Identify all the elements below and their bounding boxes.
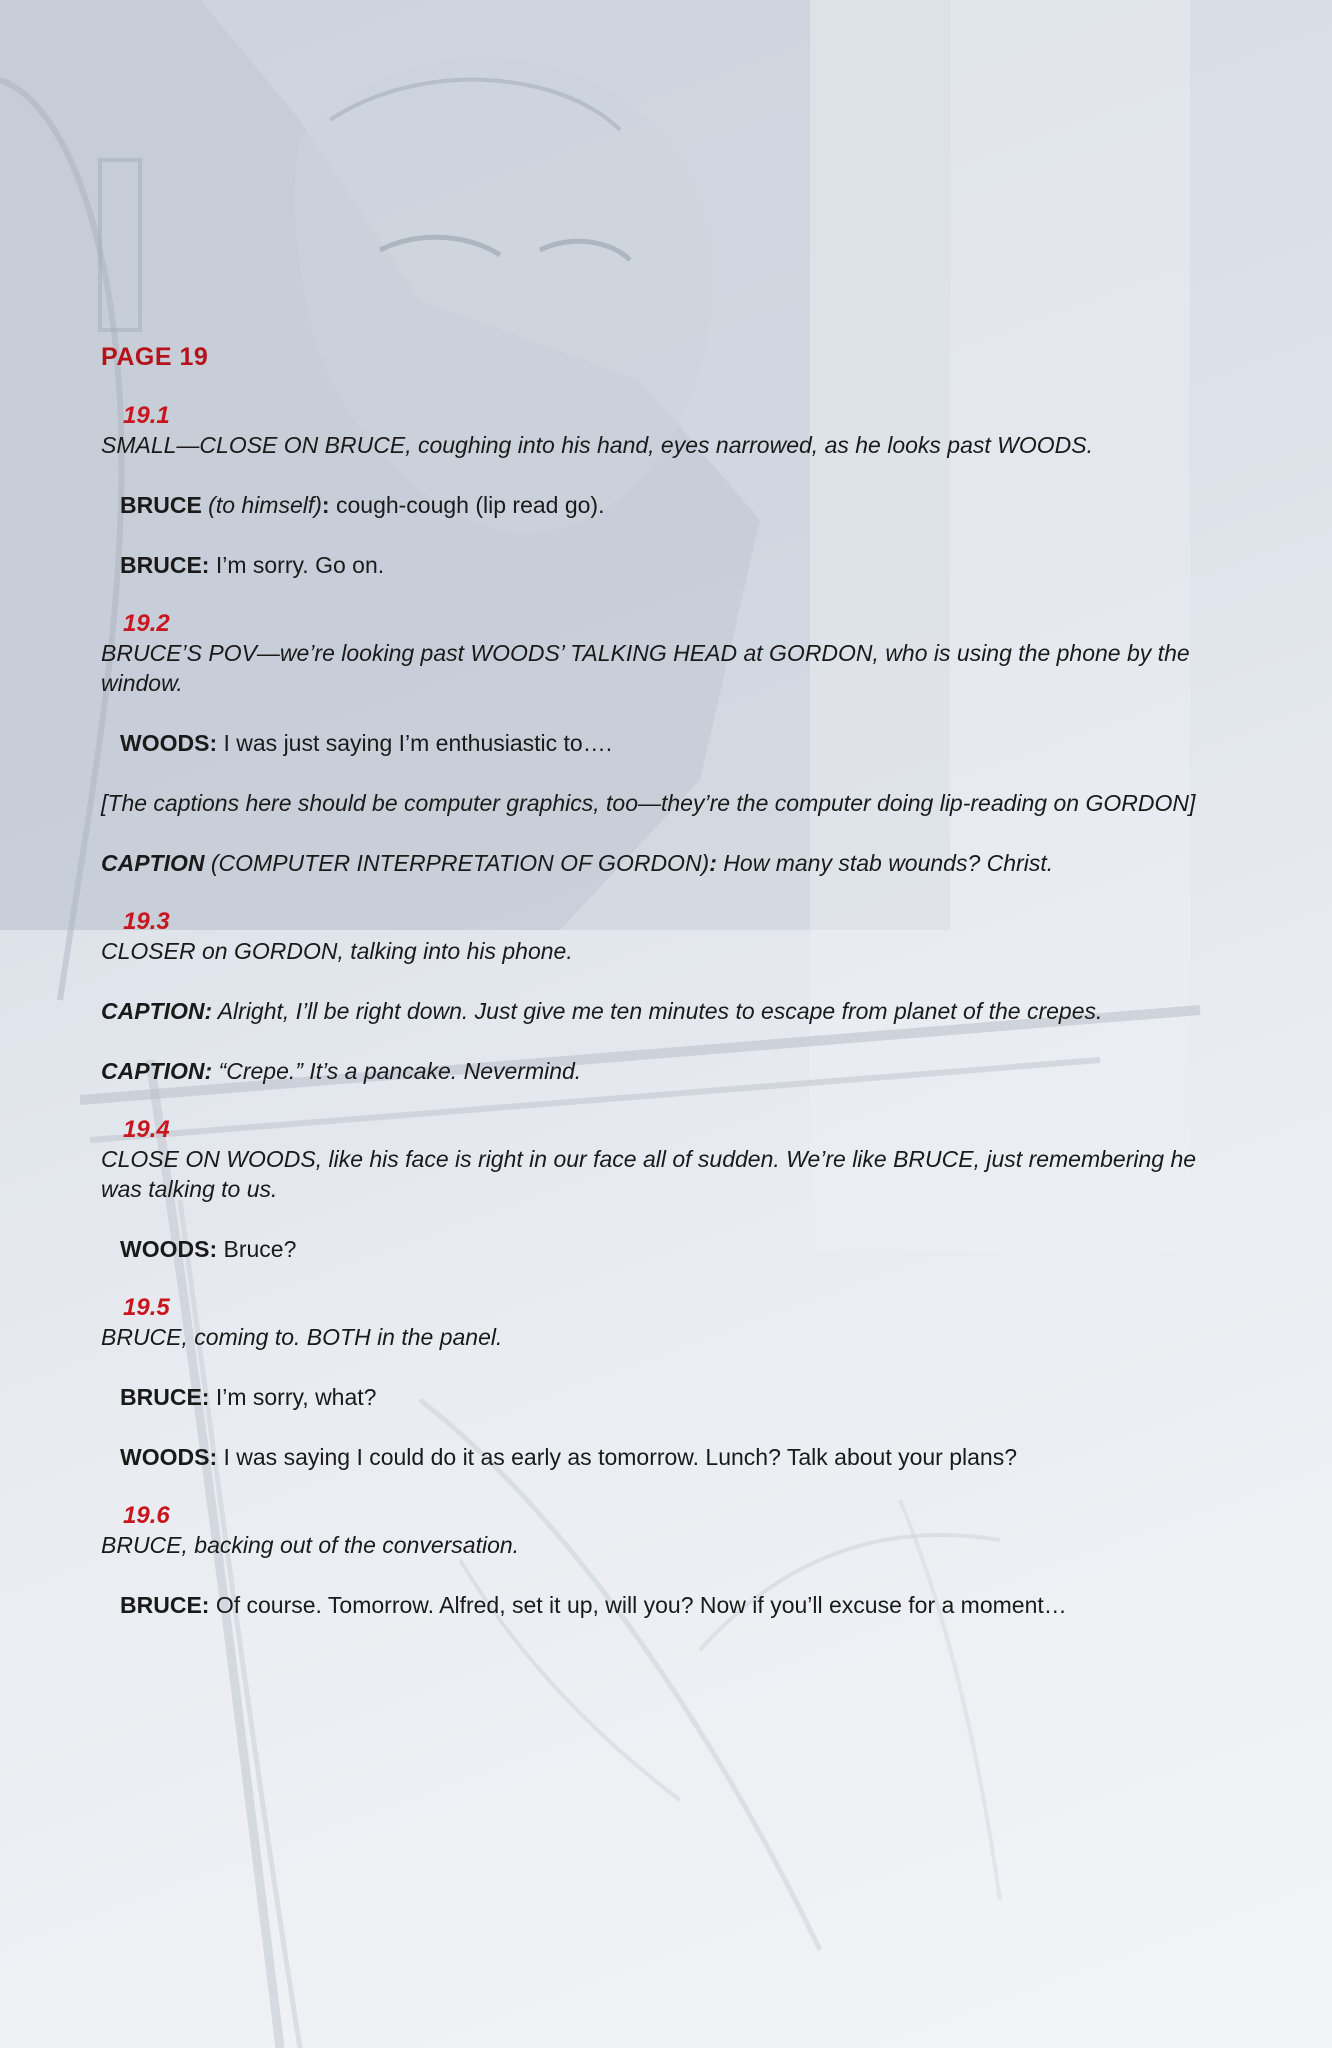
dialogue-text: cough-cough (lip read go). [329,492,605,518]
caption-text: “Crepe.” It’s a pancake. Nevermind. [212,1058,582,1084]
speaker-name: BRUCE: [120,552,210,578]
parenthetical: (to himself) [201,492,322,518]
dialogue-text: I was saying I could do it as early as tomorrow. Lunch? Talk about your plans? [217,1444,1018,1470]
panel-19-2 [101,610,1241,878]
parenthetical: (COMPUTER INTERPRETATION OF GORDON) [204,850,710,876]
dialogue-text: I’m sorry. Go on. [209,552,385,578]
panel-description: CLOSER on GORDON, talking into his phone. [101,938,573,964]
panel-description: BRUCE, coming to. BOTH in the panel. [101,1324,503,1350]
caption-colon: : [204,998,213,1024]
script-page [101,342,1241,1650]
caption-label: CAPTION [101,850,205,876]
panel-19-4 [101,1116,1241,1264]
panel-19-3 [101,908,1241,1086]
speaker-name: WOODS: [120,1444,218,1470]
panel-description: BRUCE, backing out of the conversation. [101,1532,520,1558]
panel-number: 19.2 [123,610,170,637]
panel-19-6 [101,1502,1241,1620]
dialogue-line [101,490,1241,520]
panel-number: 19.1 [123,402,170,429]
panel-number: 19.4 [123,1116,170,1143]
caption-colon: : [204,1058,213,1084]
caption-colon: : [709,850,717,876]
dialogue-text: I’m sorry, what? [209,1384,377,1410]
dialogue-text: Of course. Tomorrow. Alfred, set it up, will you? Now if you’ll excuse for a moment… [209,1592,1067,1618]
speaker-colon: : [321,492,330,518]
speaker-name: WOODS [120,1236,210,1262]
caption-line [101,996,1241,1026]
dialogue-line [101,728,1241,758]
caption-line [101,1056,1241,1086]
dialogue-line [101,1234,1241,1264]
dialogue-text: I was just saying I’m enthusiastic to…. [217,730,613,756]
caption-label: CAPTION [101,1058,205,1084]
panel-19-5 [101,1294,1241,1472]
panel-number: 19.5 [123,1294,170,1321]
panel-number: 19.3 [123,908,170,935]
panel-19-1 [101,402,1241,580]
panel-description: CLOSE ON WOODS, like his face is right in our face all of sudden. We’re like BRUCE, just remembering he was talking to us. [101,1146,1197,1202]
speaker-name: BRUCE: [120,1592,210,1618]
panel-description: BRUCE’S POV—we’re looking past WOODS’ TALKING HEAD at GORDON, who is using the phone by the window. [101,640,1190,696]
dialogue-line [101,1442,1241,1472]
speaker-name: BRUCE: [120,1384,210,1410]
dialogue-line [101,1382,1241,1412]
caption-text: How many stab wounds? Christ. [716,850,1054,876]
speaker-colon: : [209,1236,218,1262]
dialogue-line [101,550,1241,580]
caption-label: CAPTION [101,998,205,1024]
page-title: PAGE 19 [101,343,209,371]
dialogue-line [101,1590,1241,1620]
dialogue-text: Bruce? [217,1236,297,1262]
caption-line [101,848,1241,878]
speaker-name: WOODS: [120,730,218,756]
script-note: [The captions here should be computer graphics, too—they’re the computer doing lip-reading on GORDON] [101,790,1196,816]
speaker-name: BRUCE [120,492,202,518]
panel-number: 19.6 [123,1502,170,1529]
caption-text: Alright, I’ll be right down. Just give me ten minutes to escape from planet of the crepes. [212,998,1103,1024]
panel-description: SMALL—CLOSE ON BRUCE, coughing into his hand, eyes narrowed, as he looks past WOODS. [101,432,1093,458]
